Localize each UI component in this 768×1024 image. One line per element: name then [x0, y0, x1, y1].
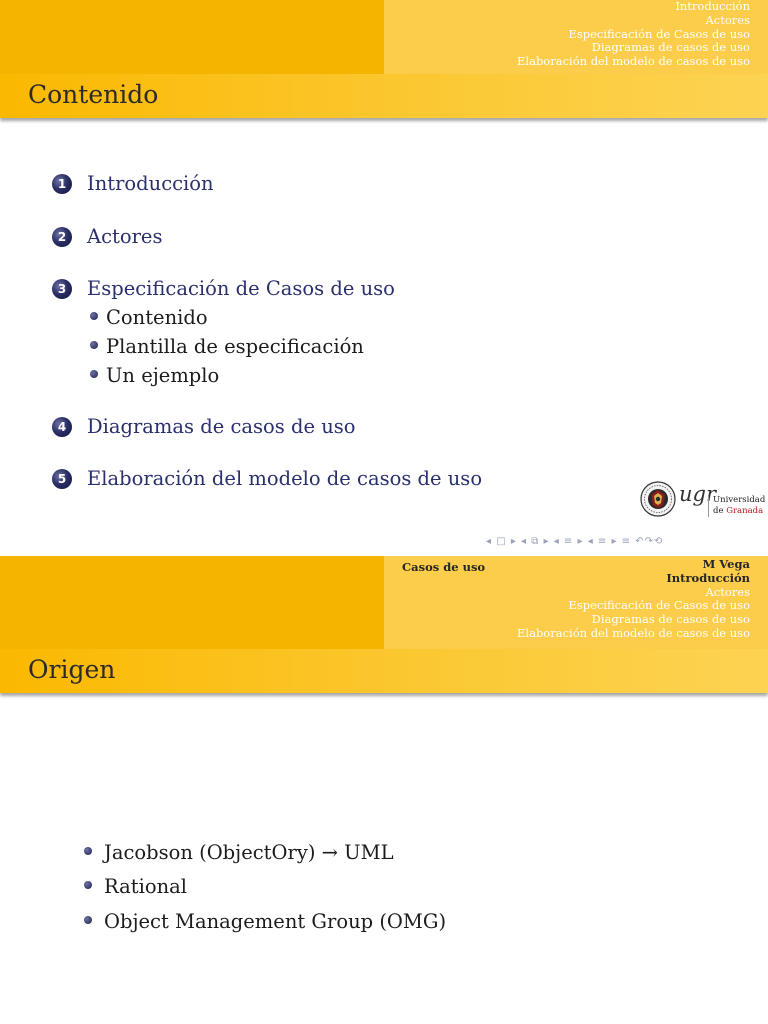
number-ball-icon: 2: [52, 227, 72, 247]
toc-item-5[interactable]: [52, 467, 482, 490]
slide2-header-left: [0, 556, 384, 649]
nav-item-actores[interactable]: Actores: [705, 584, 750, 599]
slide1-header: [0, 0, 768, 74]
nav-item-current[interactable]: Introducción: [666, 570, 750, 585]
bullet-icon: [90, 341, 98, 349]
talk-title: Casos de uso: [402, 560, 486, 574]
slide1-section-nav: [517, 0, 750, 69]
toc-item-1[interactable]: [52, 172, 214, 195]
nav-item-diagramas[interactable]: Diagramas de casos de uso: [591, 612, 750, 627]
toc-item-3[interactable]: [52, 277, 395, 300]
slide2-header: [0, 556, 768, 649]
nav-item-elaboracion[interactable]: Elaboración del modelo de casos de uso: [517, 54, 750, 69]
toc-subitem[interactable]: Un ejemplo: [90, 364, 219, 387]
number-ball-icon: 3: [52, 279, 72, 299]
bullet-icon: [90, 312, 98, 320]
number-ball-icon: 1: [52, 174, 72, 194]
toc-item-label: Introducción: [87, 172, 214, 195]
toc-item-4[interactable]: [52, 415, 356, 438]
university-name: Universidad de Granada: [708, 495, 765, 517]
slide1-header-left: [0, 0, 384, 74]
nav-item-diagramas[interactable]: Diagramas de casos de uso: [591, 40, 750, 55]
slide1-titlebar: [0, 74, 768, 118]
nav-item-especificacion[interactable]: Especificación de Casos de uso: [568, 26, 750, 41]
university-seal-icon: [640, 481, 676, 517]
toc-item-label: Diagramas de casos de uso: [87, 415, 356, 438]
bullet-icon: [84, 881, 92, 889]
toc-subitem[interactable]: Plantilla de especificación: [90, 335, 364, 358]
nav-item-actores[interactable]: Actores: [705, 12, 750, 27]
toc-item-label: Actores: [87, 225, 163, 248]
number-ball-icon: 4: [52, 417, 72, 437]
slide1-title: Contenido: [28, 80, 159, 109]
toc-item-label: Especificación de Casos de uso: [87, 277, 395, 300]
beamer-navigation-symbols[interactable]: ◂ □ ▸ ◂ ⧉ ▸ ◂ ≡ ▸ ◂ ≡ ▸ ≡ ↶↷⟲: [486, 536, 664, 547]
bullet-icon: [84, 916, 92, 924]
nav-item-introduccion[interactable]: Introducción: [675, 0, 750, 13]
bullet-icon: [90, 370, 98, 378]
slide2-titlebar: [0, 649, 768, 693]
bullet-item: Object Management Group (OMG): [84, 910, 446, 933]
slide2-title: Origen: [28, 655, 116, 684]
number-ball-icon: 5: [52, 469, 72, 489]
bullet-item: Rational: [84, 875, 187, 898]
toc-item-2[interactable]: [52, 225, 162, 248]
toc-item-label: Elaboración del modelo de casos de uso: [87, 467, 483, 490]
bullet-icon: [84, 847, 92, 855]
ugr-wordmark: ugr: [679, 482, 717, 506]
university-logo: [636, 481, 764, 519]
toc-subitem[interactable]: Contenido: [90, 306, 208, 329]
nav-item-especificacion[interactable]: Especificación de Casos de uso: [568, 598, 750, 613]
bullet-item: Jacobson (ObjectOry) → UML: [84, 841, 394, 864]
nav-item-elaboracion[interactable]: Elaboración del modelo de casos de uso: [517, 625, 750, 640]
author-name: M Vega: [702, 557, 750, 571]
